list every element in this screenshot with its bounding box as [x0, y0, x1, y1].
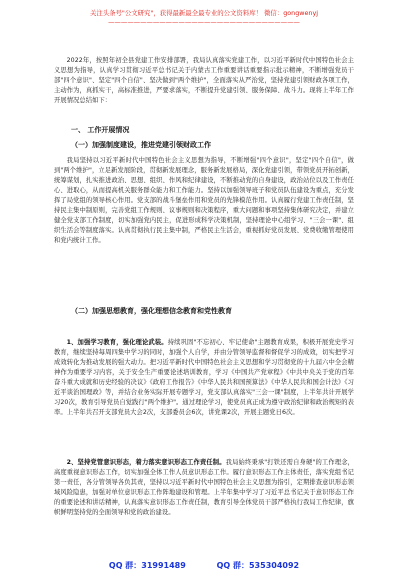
- paragraph-3-lead: 1、加强学习教育，强化理论武装。: [66, 339, 168, 346]
- footer-qq-group-1: QQ 群：31991489: [108, 561, 186, 570]
- subsection-heading-2: （二）加强思想教育，强化理想信念教育和党性教育: [71, 307, 232, 315]
- paragraph-4-text: 我局始终秉承"打铁还需自身硬"的工作理念，高度重视意识形态工作，切实加强全体工作人员意识形态工作。履行意识形态工作主体责任，落实党组书记第一责任，各分管领导各负其责，坚持以习近平新时代中国特色社会主义思想为指引，定期排查意识形态领域风险隐患，加强对单位意识形态工作阵地建设和管理。上半年集中学习了习近平总书记关于意识形态工作的重要论述和讲话精神，认真落实意识形态工作责任制，教育引导全体党员干部严格执行我局工作纪律，旗帜鲜明坚持党的全面领导和党的政治建设。: [54, 459, 355, 516]
- section-heading-1: 一、 工作开展情况: [71, 126, 130, 134]
- banner-rule: ——————————————————————————————: [108, 17, 300, 26]
- intro-paragraph: [54, 56, 354, 106]
- header-banner: [62, 9, 346, 26]
- footer-qq-group-2: QQ 群：535304092: [216, 561, 300, 570]
- paragraph-party-building: [54, 156, 354, 246]
- paragraph-study-education: [54, 338, 354, 418]
- intro-text: 2022年，按照年初全县党建工作安排部署，我局认真落实党建工作，以习近平新时代中国特色社会主义思想为指导，认真学习贯彻习近平总书记关于内蒙古工作重要讲话重要指示批示精神，不断增强党员干部"四个意识"、坚定"四个自信"、坚决做到"两个维护"，全面落实从严治党，坚持党建引领财政各项工作，主动作为，真抓实干，高标准推进，严要求落实，不断提升党建引领、服务保障、战斗力。现将上半年工作开展情况总结如下：: [54, 57, 354, 104]
- paragraph-3-text: 持续巩固"不忘初心、牢记使命"主题教育成果，积极开展党史学习教育，继续坚持每周四集中学习的同时，加强个人自学，并由分管领导监督和督促学习的成效，切实把学习成效转化为推动发展的强大动力。把习近平新时代中国特色社会主义思想和学习贯彻党的十九届六中全会精神作为重要学习内容，关于安全生产重要论述培训教育，学习《中国共产党章程》《中共中央关于党的百年奋斗重大成就和历史经验的决议》《政府工作报告》《中华人民共和国预算法》《中华人民共和国会计法》《习近平谈治国理政》等，并结合业务实际开展专题学习，党支部认真落实"三会一课"制度，上半年共计开展学习20次，教育引导党员自觉践行"两个维护"。通过理论学习，使党员真正成为遵守政治纪律和政治规矩的表率。上半年共召开支部党员大会2次，支部委员会6次，讲党课2次，开展主题党日6次。: [54, 339, 355, 416]
- banner-notice: 关注头条号"公文研究"，获得最新最全最专业的公文资料库！ 微信：gongwenyj: [89, 9, 319, 17]
- paragraph-4-lead: 2、坚持党管意识形态，着力落实意识形态工作责任制。: [66, 459, 226, 466]
- paragraph-ideology: [54, 458, 354, 518]
- footer-contact: [0, 560, 408, 571]
- paragraph-2-text: 我局坚持以习近平新时代中国特色社会主义思想为指导，不断增强"四个意识"，坚定"四个自信"，做到"两个维护"，立足新发展阶段，贯彻新发展理念，服务新发展格局，深化党建引领，带领党员开拓创新，统筹谋划，扎实推进政治、思想、组织、作风和纪律建设，不断推动党的自身建设，政治站位以及工作责任心、进取心，从而提高机关服务群众能力和工作能力。坚持以加强领导班子和党员队伍建设为重点，充分发挥了局党组的领导核心作用。党支部的战斗堡垒作用和党员的先锋模范作用。认真履行党建工作责任制，坚持民主集中制原则，完善党组工作规则、议事规则和决策程序，重大问题和事项坚持集体研究决定，并建立健全党支部工作制度，切实加强党内民主，促进形成科学决策机制，坚持理论中心组学习、"三会一课"、组织生活会等制度落实。认真贯彻执行民主集中制，严格民主生活会，重视抓好党员发展、党费收缴管理使用和党内统计工作。: [54, 157, 354, 244]
- subsection-heading-1: （一）加强制度建设，推进党建引领财政工作: [71, 141, 211, 149]
